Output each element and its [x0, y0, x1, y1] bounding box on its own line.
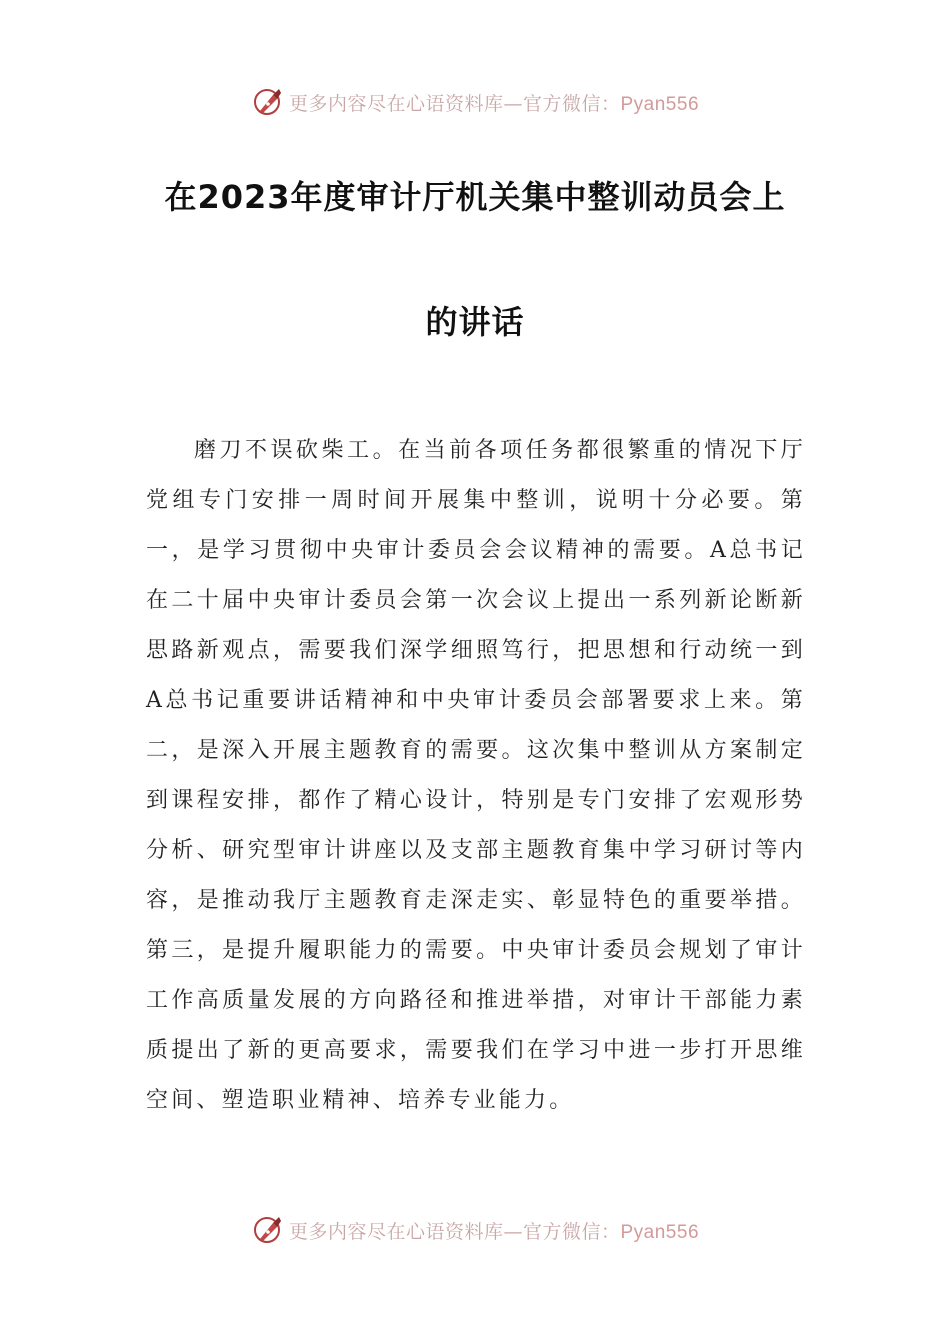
pen-nib-logo-icon	[251, 85, 285, 119]
footer-watermark-banner	[0, 1210, 950, 1250]
header-banner-wechat-id: Pyan556	[620, 93, 700, 115]
body-paragraph-1: 磨刀不误砍柴工。在当前各项任务都很繁重的情况下厅党组专门安排一周时间开展集中整训，说明十分必要。第一，是学习贯彻中央审计委员会会议精神的需要。A总书记在二十届中央审计委员会第一次会议上提出一系列新论断新思路新观点，需要我们深学细照笃行，把思想和行动统一到A总书记重要讲话精神和中央审计委员会部署要求上来。第二，是深入开展主题教育的需要。这次集中整训从方案制定到课程安排，都作了精心设计，特别是专门安排了宏观形势分析、研究型审计讲座以及支部主题教育集中学习研讨等内容，是推动我厅主题教育走深走实、彰显特色的重要举措。第三，是提升履职能力的需要。中央审计委员会规划了审计工作高质量发展的方向路径和推进举措，对审计干部能力素质提出了新的更高要求，需要我们在学习中进一步打开思维空间、塑造职业精神、培养专业能力。	[146, 438, 806, 1113]
pen-nib-logo-icon	[251, 1213, 285, 1247]
header-banner-text-cn: 更多内容尽在心语资料库—官方微信：	[288, 92, 621, 115]
header-watermark-banner	[0, 82, 950, 122]
header-banner-text	[289, 89, 699, 116]
footer-banner-text-cn: 更多内容尽在心语资料库—官方微信：	[288, 1220, 621, 1243]
footer-banner-wechat-id: Pyan556	[620, 1221, 700, 1243]
footer-banner-text	[289, 1217, 699, 1244]
document-title-line-1: 在2023年度审计厅机关集中整训动员会上	[164, 178, 786, 216]
document-title-line-2: 的讲话	[425, 303, 525, 341]
